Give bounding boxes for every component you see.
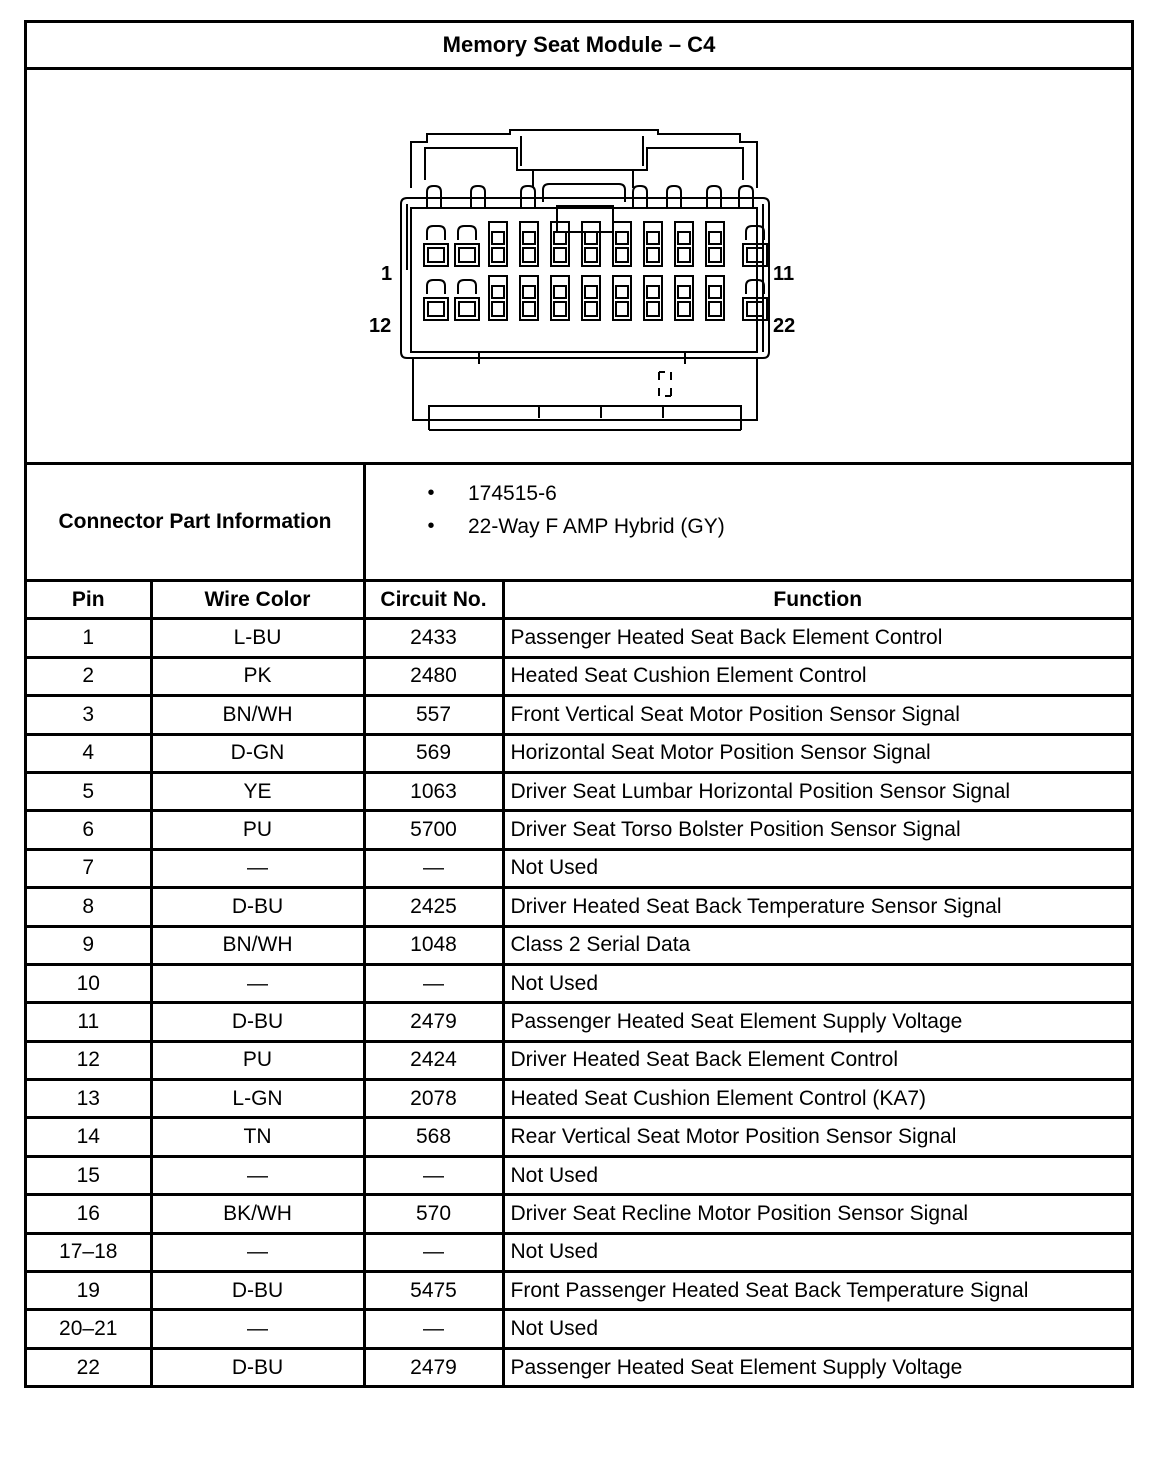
pin-cell: 9 [27,926,151,964]
circuit-cell: 2479 [364,1003,503,1041]
table-row [27,1118,1131,1156]
terminal-cavity [678,248,690,262]
wire-color-cell: YE [151,772,364,810]
function-cell: Not Used [503,1310,1131,1348]
function-cell: Front Passenger Heated Seat Back Temperature Signal [503,1272,1131,1310]
header-function: Function [503,582,1131,619]
function-cell: Not Used [503,1156,1131,1194]
terminal-cavity [492,302,504,316]
pin-cell: 12 [27,1041,151,1079]
table-row [27,1156,1131,1194]
terminal-cavity [554,232,566,244]
wire-color-cell: L-BU [151,619,364,657]
pinout-table [27,582,1131,1385]
function-cell: Rear Vertical Seat Motor Position Sensor Signal [503,1118,1131,1156]
wire-color-cell: D-BU [151,1272,364,1310]
table-row [27,888,1131,926]
circuit-cell: 2425 [364,888,503,926]
terminal-cavity [678,286,690,298]
terminal-cavity [554,302,566,316]
circuit-cell: — [364,1156,503,1194]
table-row [27,657,1131,695]
connector-sheet [24,20,1134,1388]
wire-color-cell: BN/WH [151,696,364,734]
circuit-cell: 5475 [364,1272,503,1310]
pin-label-1: 1 [381,263,393,285]
pin-cell: 10 [27,964,151,1002]
wire-color-cell: TN [151,1118,364,1156]
table-row [27,1310,1131,1348]
table-row [27,1195,1131,1233]
function-cell: Driver Heated Seat Back Element Control [503,1041,1131,1079]
terminal-cavity [523,248,535,262]
terminal-cavity [585,286,597,298]
table-row [27,1233,1131,1271]
terminal-cavity [747,248,763,262]
terminal-cavity [554,286,566,298]
connector-description: 22-Way F AMP Hybrid (GY) [468,514,725,538]
terminal-cavity [747,302,763,316]
terminal-cavity [616,232,628,244]
pin-cell: 22 [27,1348,151,1385]
terminal-cavity [585,248,597,262]
connector-info-list [366,465,1131,579]
wire-color-cell: D-BU [151,1003,364,1041]
function-cell: Heated Seat Cushion Element Control [503,657,1131,695]
function-cell: Driver Seat Torso Bolster Position Sensor Signal [503,811,1131,849]
terminal-cavity [678,302,690,316]
circuit-cell: 5700 [364,811,503,849]
wire-color-cell: D-GN [151,734,364,772]
terminal-cavity [492,248,504,262]
wire-color-cell: — [151,964,364,1002]
wire-color-cell: BK/WH [151,1195,364,1233]
connector-info-item [366,510,1131,543]
circuit-cell: 1048 [364,926,503,964]
pin-label-11: 11 [773,263,795,285]
connector-info-label: Connector Part Information [27,465,366,579]
circuit-cell: 2078 [364,1080,503,1118]
wire-color-cell: — [151,849,364,887]
function-cell: Heated Seat Cushion Element Control (KA7) [503,1080,1131,1118]
function-cell: Driver Seat Recline Motor Position Sensor Signal [503,1195,1131,1233]
function-cell: Not Used [503,964,1131,1002]
table-header-row [27,582,1131,619]
terminal-cavity [678,232,690,244]
terminal-cavity [709,302,721,316]
circuit-cell: 2480 [364,657,503,695]
terminal-cavity [428,248,444,262]
header-pin: Pin [27,582,151,619]
terminal-cavity [616,286,628,298]
terminal-cavity [523,232,535,244]
table-row [27,1272,1131,1310]
terminal-cavity [709,286,721,298]
pin-cell: 6 [27,811,151,849]
pin-cell: 4 [27,734,151,772]
wire-color-cell: PK [151,657,364,695]
table-row [27,696,1131,734]
circuit-cell: — [364,849,503,887]
connector-info-item [366,477,1131,510]
terminal-cavity [492,232,504,244]
wire-color-cell: D-BU [151,1348,364,1385]
wire-color-cell: — [151,1233,364,1271]
function-cell: Passenger Heated Seat Element Supply Voltage [503,1003,1131,1041]
table-row [27,1041,1131,1079]
table-row [27,964,1131,1002]
function-cell: Driver Heated Seat Back Temperature Sensor Signal [503,888,1131,926]
connector-face-drawing [27,70,1131,462]
table-row [27,619,1131,657]
table-row [27,734,1131,772]
pin-cell: 20–21 [27,1310,151,1348]
terminal-cavity [647,232,659,244]
circuit-cell: 1063 [364,772,503,810]
circuit-cell: 2479 [364,1348,503,1385]
function-cell: Front Vertical Seat Motor Position Sensor Signal [503,696,1131,734]
table-row [27,1348,1131,1385]
pin-cell: 7 [27,849,151,887]
circuit-cell: 569 [364,734,503,772]
terminal-cavity [616,248,628,262]
terminal-cavity [427,280,445,294]
pin-cell: 3 [27,696,151,734]
page-title: Memory Seat Module – C4 [27,23,1131,70]
circuit-cell: — [364,964,503,1002]
connector-info-row [27,465,1131,582]
wire-color-cell: L-GN [151,1080,364,1118]
table-row [27,1003,1131,1041]
terminal-cavity [523,286,535,298]
terminal-cavity [492,286,504,298]
table-row [27,1080,1131,1118]
wire-color-cell: D-BU [151,888,364,926]
terminal-cavity [523,302,535,316]
pin-label-12: 12 [369,315,392,337]
wire-color-cell: — [151,1310,364,1348]
terminal-cavity [458,226,476,240]
header-wire-color: Wire Color [151,582,364,619]
terminal-cavity [709,232,721,244]
pin-cell: 16 [27,1195,151,1233]
pin-cell: 11 [27,1003,151,1041]
circuit-cell: 2424 [364,1041,503,1079]
terminal-cavity [746,226,764,240]
terminal-cavity [647,286,659,298]
table-row [27,926,1131,964]
bullet-icon: • [427,482,435,504]
pin-cell: 17–18 [27,1233,151,1271]
terminal-cavity [554,248,566,262]
function-cell: Passenger Heated Seat Back Element Control [503,619,1131,657]
function-cell: Class 2 Serial Data [503,926,1131,964]
terminal-cavity [647,248,659,262]
pin-cell: 19 [27,1272,151,1310]
terminal-cavity [458,280,476,294]
terminal-cavity [709,248,721,262]
pin-cell: 5 [27,772,151,810]
table-row [27,811,1131,849]
terminal-cavity [585,232,597,244]
pin-cell: 1 [27,619,151,657]
connector-diagram [27,70,1131,465]
wire-color-cell: PU [151,1041,364,1079]
terminal-cavity [428,302,444,316]
terminal-cavity [427,226,445,240]
terminal-cavity [585,302,597,316]
wire-color-cell: PU [151,811,364,849]
header-circuit-no: Circuit No. [364,582,503,619]
circuit-cell: — [364,1310,503,1348]
circuit-cell: 2433 [364,619,503,657]
table-row [27,849,1131,887]
terminal-cavity [459,248,475,262]
function-cell: Horizontal Seat Motor Position Sensor Signal [503,734,1131,772]
function-cell: Not Used [503,849,1131,887]
circuit-cell: 570 [364,1195,503,1233]
terminal-cavity [647,302,659,316]
table-row [27,772,1131,810]
terminal-cavity [746,280,764,294]
circuit-cell: 557 [364,696,503,734]
pin-cell: 15 [27,1156,151,1194]
wire-color-cell: BN/WH [151,926,364,964]
function-cell: Not Used [503,1233,1131,1271]
pin-cell: 2 [27,657,151,695]
wire-color-cell: — [151,1156,364,1194]
pin-cell: 8 [27,888,151,926]
terminal-cavity [459,302,475,316]
pin-cell: 14 [27,1118,151,1156]
function-cell: Passenger Heated Seat Element Supply Voltage [503,1348,1131,1385]
part-number: 174515-6 [468,481,557,505]
circuit-cell: — [364,1233,503,1271]
bullet-icon: • [427,515,435,537]
pin-cell: 13 [27,1080,151,1118]
terminal-cavity [616,302,628,316]
pin-label-22: 22 [773,315,796,337]
circuit-cell: 568 [364,1118,503,1156]
function-cell: Driver Seat Lumbar Horizontal Position Sensor Signal [503,772,1131,810]
